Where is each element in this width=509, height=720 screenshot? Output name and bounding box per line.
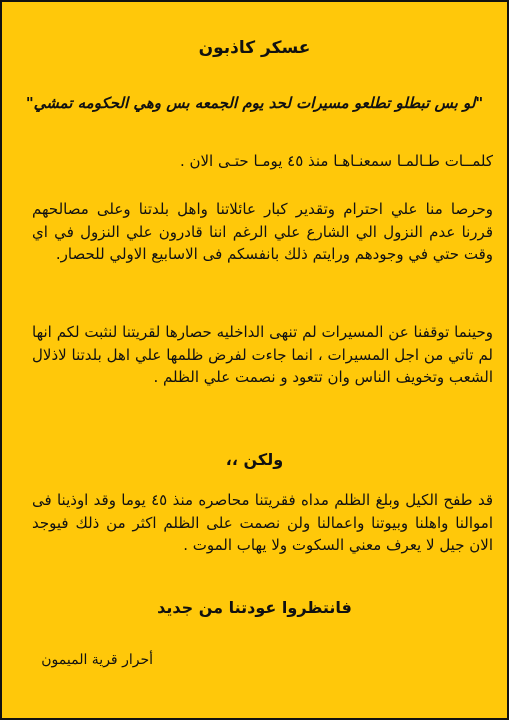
quote-line: "لو بس تبطلو تطلعو مسيرات لحد يوم الجمعه بس وهي الحكومه تمشي" <box>25 94 484 112</box>
document-title: عسكر كاذبون <box>198 38 311 58</box>
paragraph-1: كلمــات طـالمـا سمعنـاهـا منذ ٤٥ يومـا حتـى الان . <box>179 152 493 170</box>
closing-heading: فانتظروا عودتنا من جديد <box>157 598 352 617</box>
but-heading: ولكن ،، <box>225 450 284 469</box>
paragraph-4: قد طفح الكيل وبلغ الظلم مداه فقريتنا محاصره منذ ٤٥ يوما وقد اوذينا فى اموالنا واهلنا وبيوتنا واعمالنا ولن نصمت على الظلم اكثر من ذلك فيوجد الان جيل لا يعرف معني السكوت ولا يهاب الموت . <box>32 491 493 554</box>
paragraph-3: وحينما توقفنا عن المسيرات لم تنهى الداخليه حصارها لقريتنا لنثبت لكم انها لم تاتي من اجل المسيرات ، انما جاءت لفرض ظلمها علي اهل بلدتنا لاذلال الشعب وتخويف الناس وان تتعود و نصمت علي الظلم . <box>32 323 493 386</box>
signature: أحرار قرية الميمون <box>41 652 153 668</box>
paragraph-2: وحرصا منا علي احترام وتقدير كبار عائلاتنا واهل بلدتنا وعلى مصالحهم قررنا عدم النزول الي الشارع علي الرغم اننا قادرون علي النزول في اي وقت حتي في وجودهم ورايتم ذلك بانفسكم فى الاسابيع الاولي للحصار. <box>32 200 493 263</box>
